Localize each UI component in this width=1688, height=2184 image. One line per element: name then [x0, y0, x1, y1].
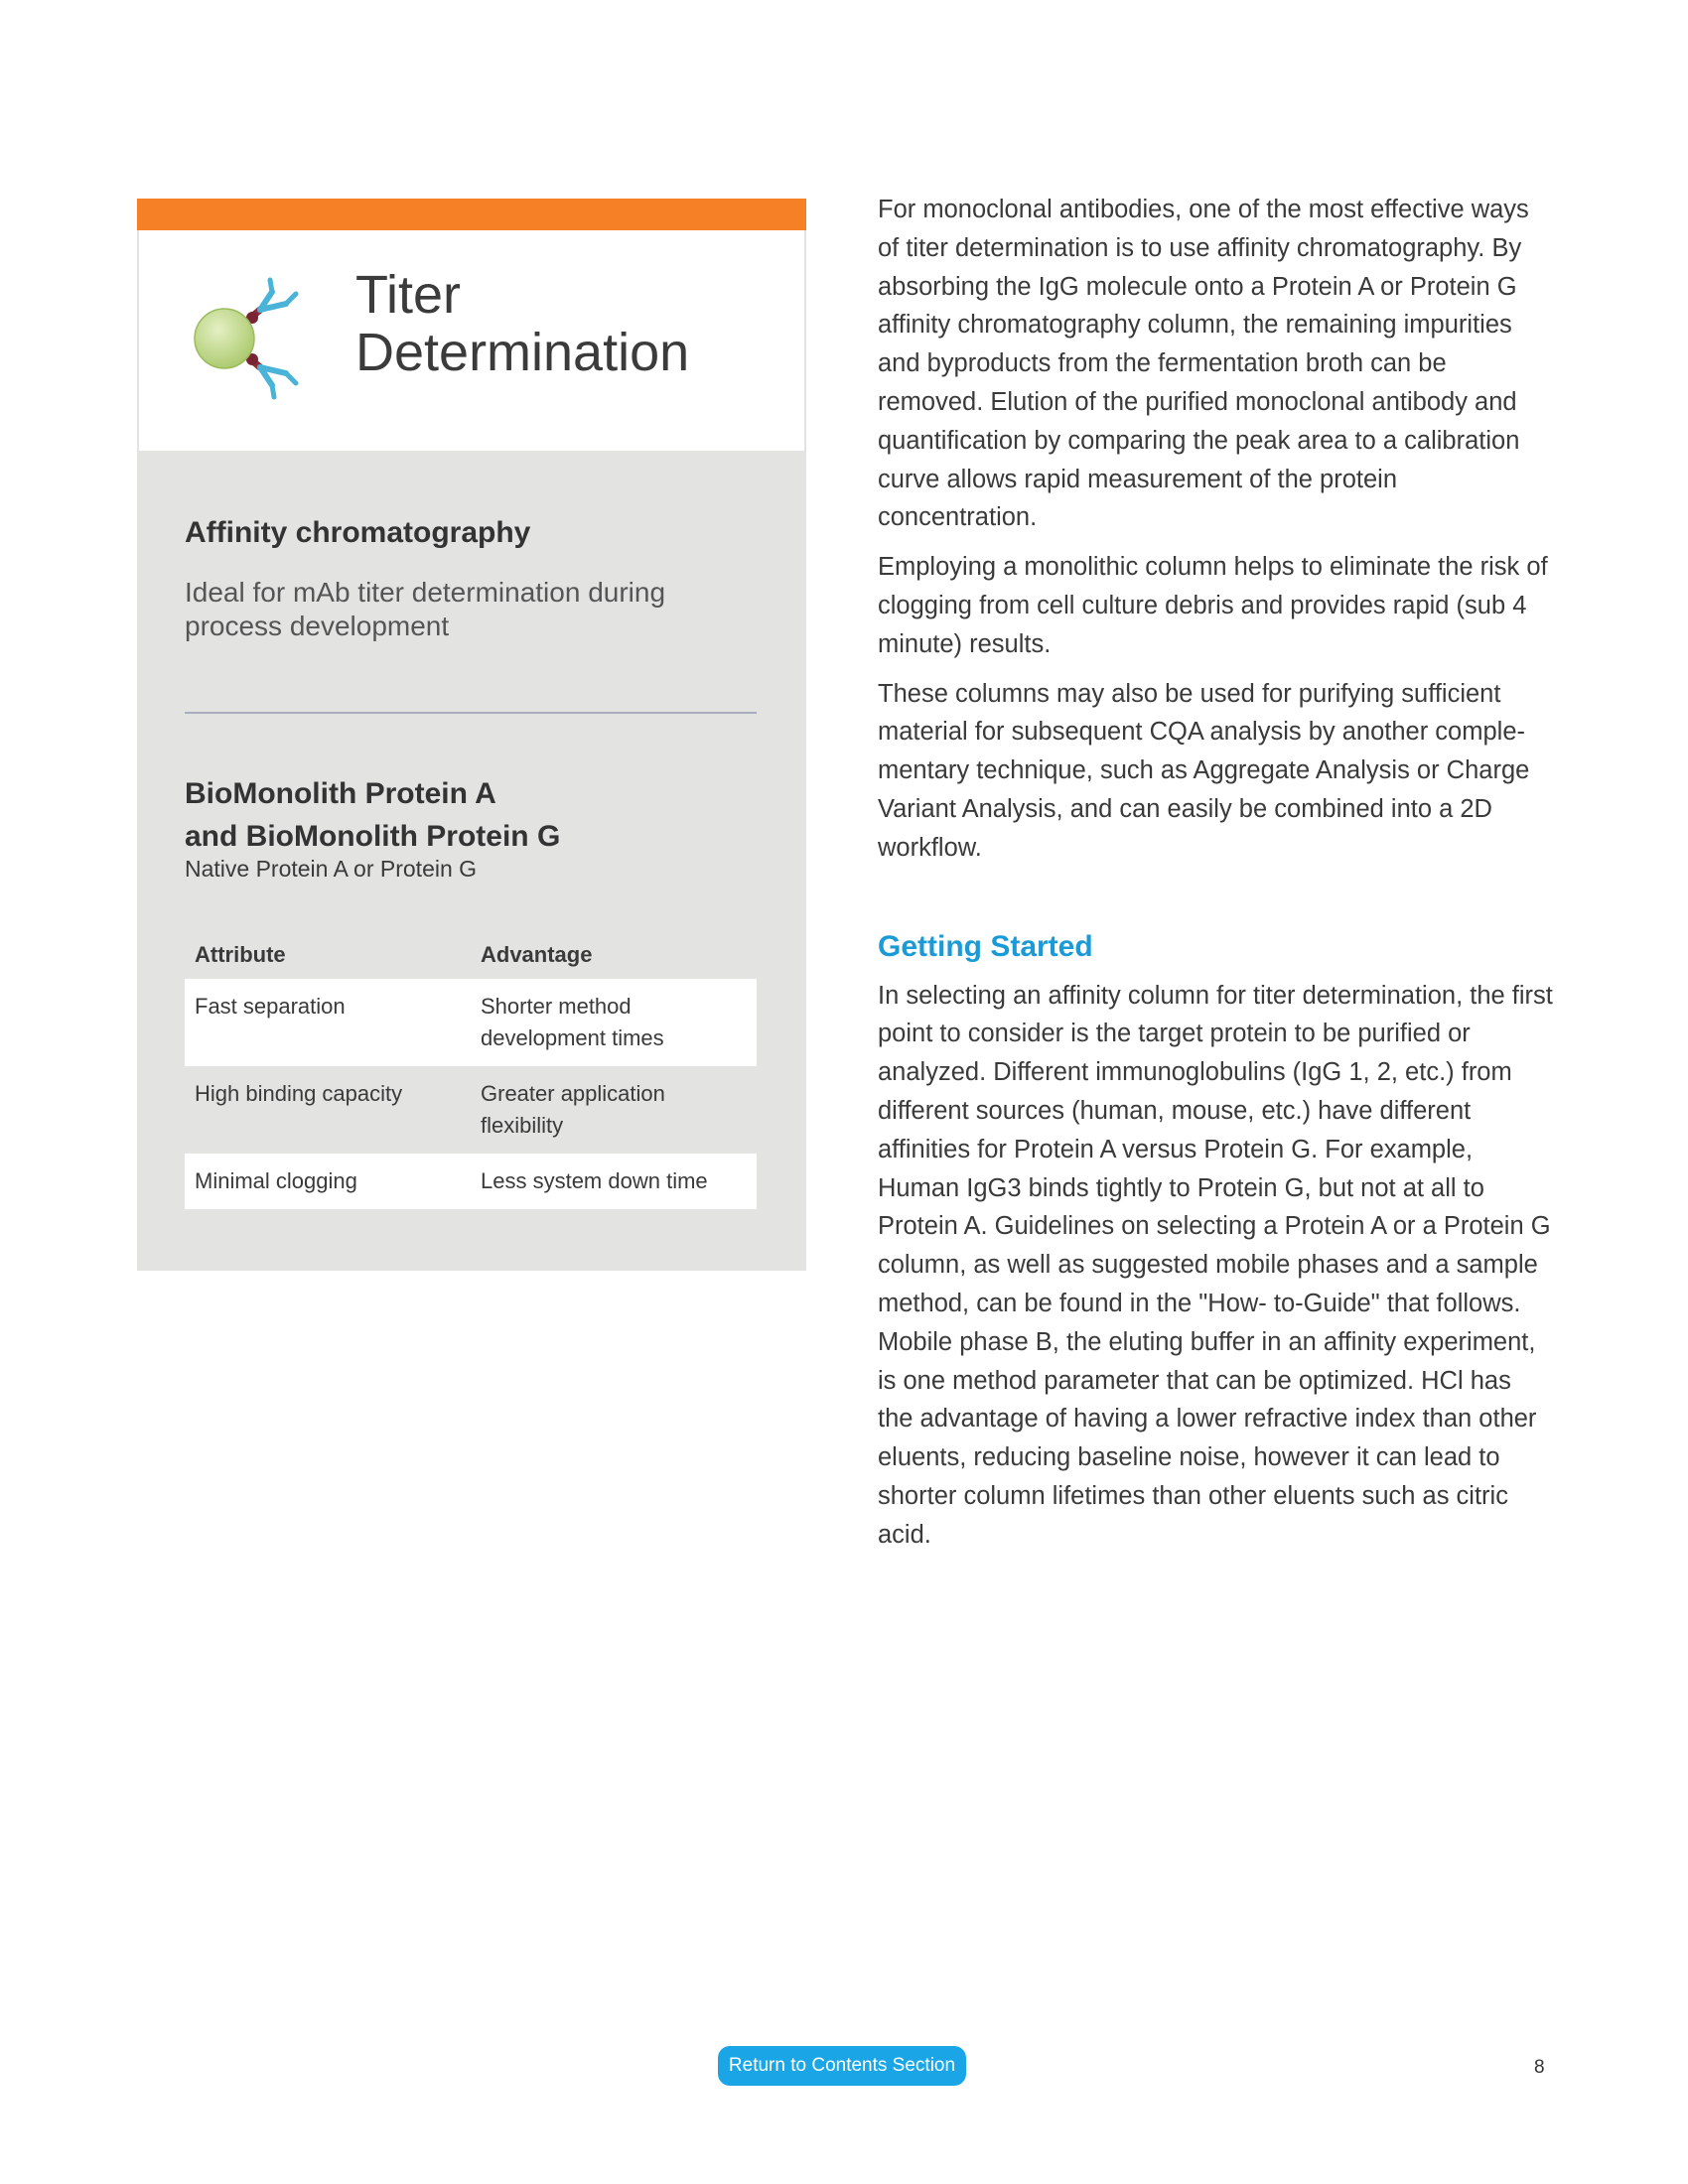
body-text-column: [878, 191, 1553, 1566]
getting-started-paragraph: In selecting an affinity column for titer determination, the first point to consider is the target protein to be purified or analyzed. Different immunoglobulins (IgG 1, 2, etc.) from different sources (human, mouse, etc.) have different affinities for Protein A versus Protein G. For example, Human IgG3 binds tightly to Protein G, but not at all to Protein A. Guidelines on selecting a Protein A or a Protein G column, as well as suggested mobile phases and a sample method, can be found in the "How- to-Guide" that follows. Mobile phase B, the eluting buffer in an affinity experiment, is one method parameter that can be optimized. HCl has the advantage of having a lower refractive index than other eluents, reducing baseline noise, however it can lead to shorter column lifetimes than other eluents such as citric acid.: [878, 981, 1553, 1549]
panel-accent-bar: [137, 199, 806, 230]
panel-header: [137, 230, 806, 451]
table-row: [185, 979, 757, 1066]
section-description: Ideal for mAb titer determination during process development: [185, 577, 666, 641]
product-subtitle: Native Protein A or Protein G: [185, 856, 478, 882]
panel-title: Titer Determination: [355, 265, 690, 382]
table-cell: Shorter method development times: [471, 979, 757, 1066]
body-paragraph: For monoclonal antibodies, one of the most effective ways of titer determination is to use affinity chromatography. By absorbing the IgG molecule onto a Protein A or Protein G affinity chromatography column, the remaining impurities and byproducts from the fermentation broth can be removed. Elution of the purified monoclonal antibody and quantification by comparing the peak area to a calibration curve allows rapid measurement of the protein concentration.: [878, 196, 1529, 532]
antibody-bead-icon: [191, 274, 320, 403]
table-cell: Greater application flexibility: [481, 1081, 665, 1138]
getting-started-heading: Getting Started: [878, 929, 1093, 963]
attribute-table: [185, 937, 757, 1209]
table-cell: High binding capacity: [195, 1081, 403, 1106]
table-header-attribute: Attribute: [195, 942, 286, 967]
body-paragraph: Employing a monolithic column helps to eliminate the risk of clogging from cell culture debris and provides rapid (sub 4 minute) results.: [878, 553, 1548, 658]
product-name: BioMonolith Protein A and BioMonolith Protein G: [185, 777, 561, 853]
titer-determination-panel: [137, 199, 806, 1271]
body-paragraph: These columns may also be used for purifying sufficient material for subsequent CQA analysis by another comple- mentary technique, such as Aggregate Analysis or Charge Variant Analysis, and can easily be combined into a 2D workflow.: [878, 679, 1530, 862]
table-row: [185, 1066, 757, 1154]
table-row: [185, 1154, 757, 1209]
table-cell: Minimal clogging: [185, 1154, 471, 1209]
table-cell: Fast separation: [185, 979, 471, 1066]
page-number: 8: [1534, 2057, 1545, 2078]
table-cell: Less system down time: [471, 1154, 757, 1209]
table-header-row: [185, 937, 757, 979]
panel-divider: [185, 712, 757, 714]
section-subheading: Affinity chromatography: [185, 516, 531, 549]
return-to-contents-button[interactable]: Return to Contents Section: [718, 2046, 966, 2086]
table-header-advantage: Advantage: [481, 942, 593, 967]
